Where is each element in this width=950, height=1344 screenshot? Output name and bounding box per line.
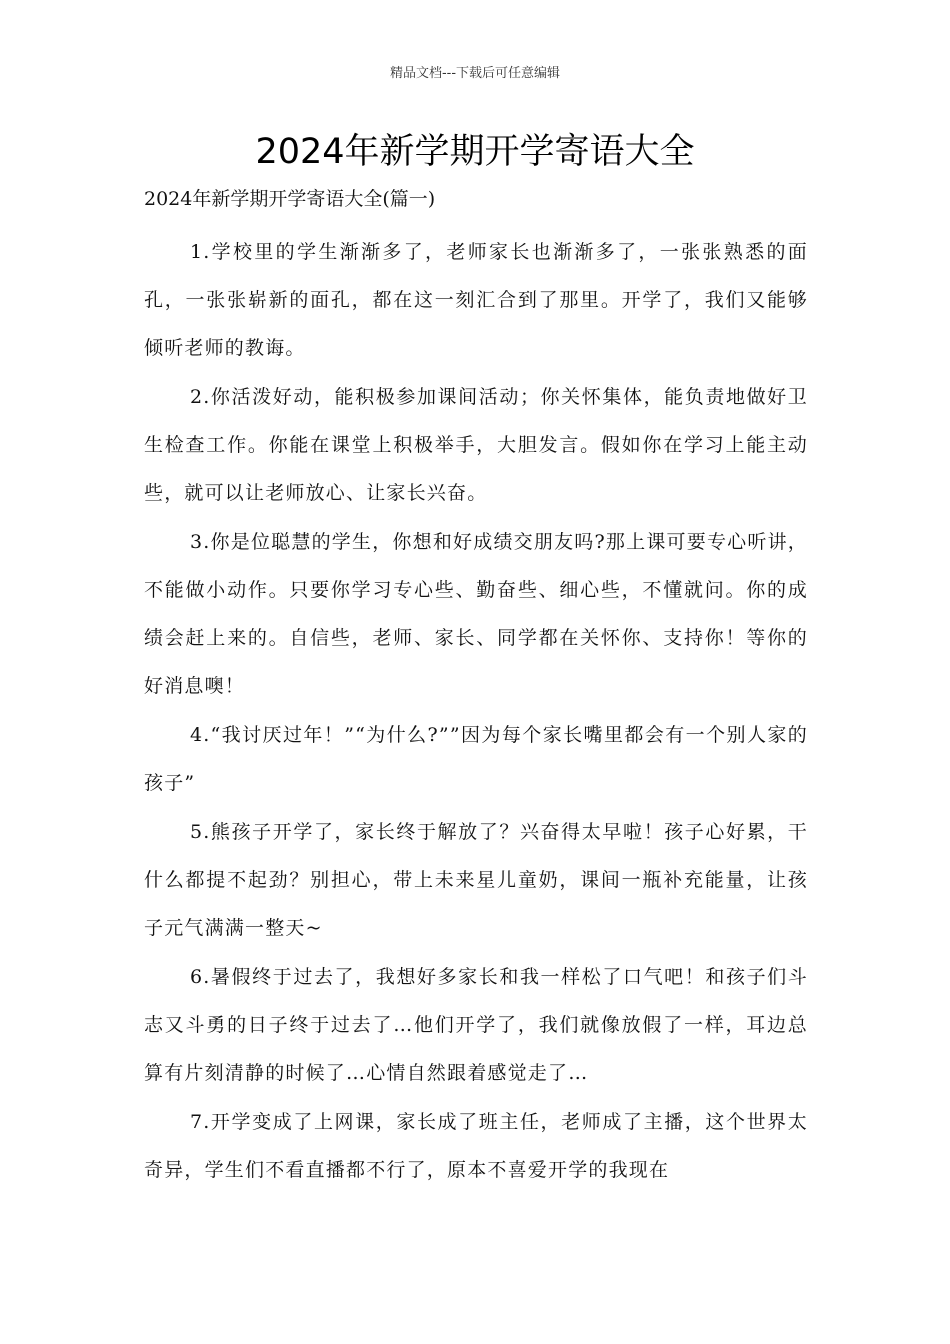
paragraph-7: 7.开学变成了上网课，家长成了班主任，老师成了主播，这个世界太奇异，学生们不看直播都不行了，原本不喜爱开学的我现在: [144, 1111, 808, 1181]
paragraph-3: 3.你是位聪慧的学生，你想和好成绩交朋友吗?那上课可要专心听讲，不能做小动作。只要你学习专心些、勤奋些、细心些，不懂就问。你的成绩会赶上来的。自信些，老师、家长、同学都在关怀你、支持你！等你的好消息噢！: [144, 531, 808, 697]
paragraph-2: 2.你活泼好动，能积极参加课间活动；你关怀集体，能负责地做好卫生检查工作。你能在课堂上积极举手，大胆发言。假如你在学习上能主动些，就可以让老师放心、让家长兴奋。: [144, 386, 808, 504]
paragraph-1: 1.学校里的学生渐渐多了，老师家长也渐渐多了，一张张熟悉的面孔，一张张崭新的面孔，都在这一刻汇合到了那里。开学了，我们又能够倾听老师的教诲。: [144, 241, 808, 359]
document-body: [144, 228, 808, 1195]
page-header-note: 精品文档---下载后可任意编辑: [389, 66, 561, 81]
document-subtitle: 2024年新学期开学寄语大全(篇一): [144, 188, 436, 210]
document-title: 2024年新学期开学寄语大全: [255, 132, 695, 172]
paragraph-4: 4.“我讨厌过年！”“为什么?””因为每个家长嘴里都会有一个别人家的孩子”: [144, 724, 808, 794]
paragraph-6: 6.暑假终于过去了，我想好多家长和我一样松了口气吧！和孩子们斗志又斗勇的日子终于过去了…他们开学了，我们就像放假了一样，耳边总算有片刻清静的时候了…心情自然跟着感觉走了…: [144, 966, 808, 1084]
paragraph-5: 5.熊孩子开学了，家长终于解放了？兴奋得太早啦！孩子心好累，干什么都提不起劲？别担心，带上未来星儿童奶，课间一瓶补充能量，让孩子元气满满一整天~: [144, 821, 808, 939]
